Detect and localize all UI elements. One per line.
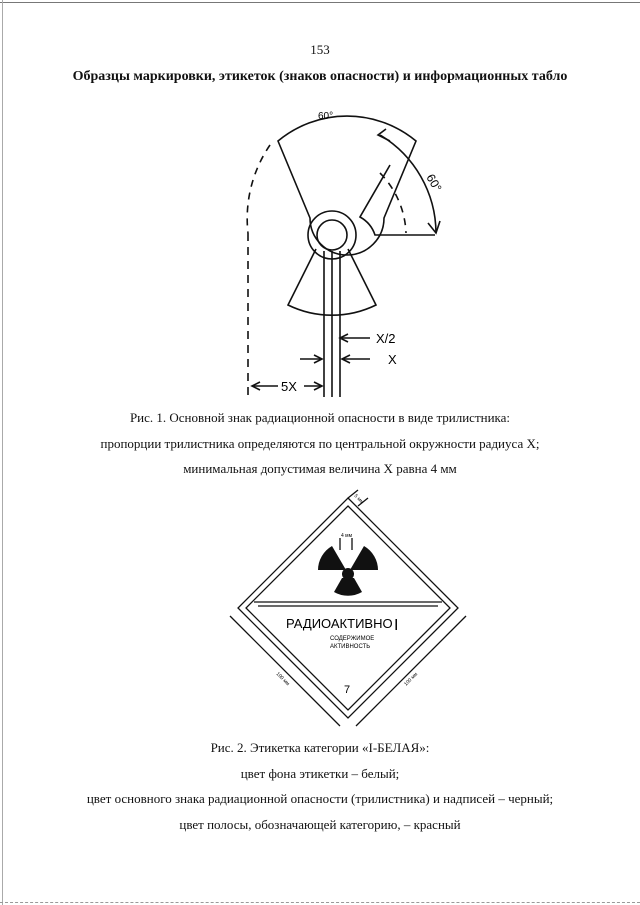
figure-1-caption-line-2: пропорции трилистника определяются по центральной окружности радиуса X;	[100, 436, 540, 451]
trefoil-blade-top-right	[350, 546, 378, 570]
outer-dashed-arc-left	[247, 145, 270, 233]
page-bottom-border	[0, 902, 640, 903]
top-rule	[0, 2, 640, 3]
trefoil-blade-top-left	[318, 546, 346, 570]
dim-x-label: X	[388, 352, 397, 367]
dim-left-label: 100 мм	[274, 671, 291, 688]
figure-2-caption-line-3: цвет основного знака радиационной опасности (трилистника) и надписей – черный;	[86, 791, 554, 806]
figure-1-caption-line-3: минимальная допустимая величина X равна 4 мм	[183, 461, 457, 476]
dim-5x-label: 5X	[281, 379, 297, 394]
trefoil-blade-bottom	[334, 578, 362, 596]
page-left-border	[2, 0, 3, 905]
trefoil-center	[342, 568, 354, 580]
label-main-text: РАДИОАКТИВНО	[286, 616, 393, 631]
page-top-border	[0, 0, 640, 6]
dim-right-line	[356, 616, 466, 726]
figure-1-caption-line-1: Рис. 1. Основной знак радиационной опасности в виде трилистника:	[129, 410, 511, 425]
trefoil-symbol	[318, 546, 378, 596]
figure-2-caption-line-2: цвет фона этикетки – белый;	[240, 766, 400, 781]
figure-1-trefoil-diagram	[230, 105, 460, 403]
figure-2-caption-line-1: Рис. 2. Этикетка категории «I-БЕЛАЯ»:	[210, 740, 430, 755]
label-contents-line-2: АКТИВНОСТЬ	[330, 644, 371, 650]
dim-left-line	[230, 616, 340, 726]
dim-right-label: 100 мм	[403, 671, 420, 688]
angle-label-top: 60°	[318, 111, 334, 122]
top-dashed-rule	[545, 2, 640, 3]
figure-2-label-diagram	[228, 488, 468, 733]
trefoil-right-blade	[360, 165, 435, 235]
figure-2-caption-line-4: цвет полосы, обозначающей категорию, – красный	[179, 817, 461, 832]
label-class-number: 7	[344, 684, 351, 696]
dim-inner-label: 4 мм	[341, 533, 353, 539]
central-inner-circle	[317, 220, 347, 250]
label-category-number: I	[394, 617, 399, 634]
dim-half-label: X/2	[376, 331, 396, 346]
page-title: Образцы маркировки, этикеток (знаков опасности) и информационных табло	[72, 69, 568, 84]
dim-top-label: 5 мм	[352, 493, 365, 506]
page-number: 153	[310, 42, 330, 57]
label-contents-line-1: СОДЕРЖИМОЕ	[330, 636, 375, 642]
angle-arrow-head	[428, 221, 440, 233]
angle-arrow-tail	[378, 129, 390, 141]
angle-label-side: 60°	[423, 171, 445, 195]
